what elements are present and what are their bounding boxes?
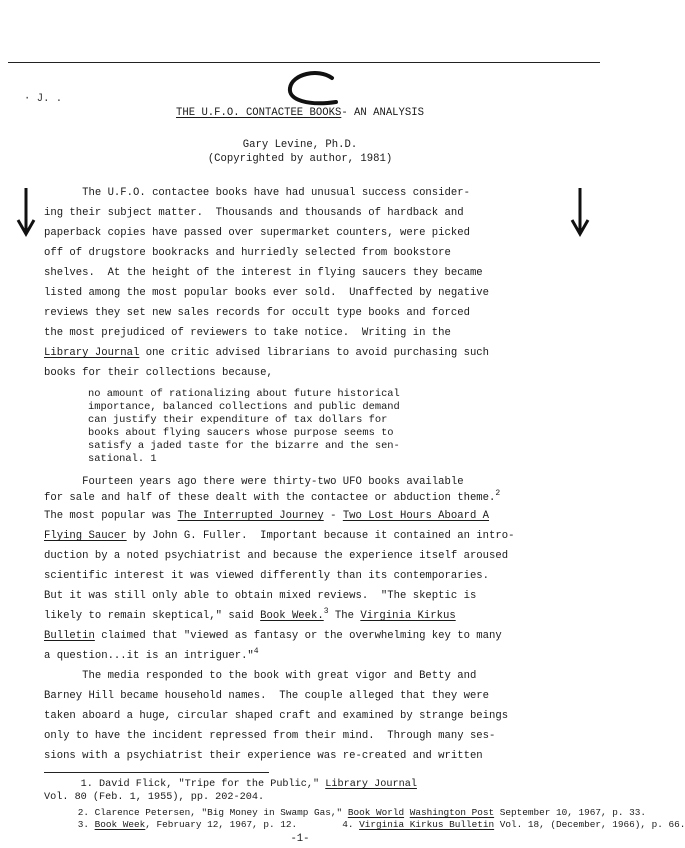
book-title: Flying Saucer — [44, 530, 127, 542]
body-line: Flying Saucer by John G. Fuller. Important because it contained an intro- — [44, 530, 515, 542]
library-journal-title: Library Journal — [325, 779, 417, 790]
body-line: ing their subject matter. Thousands and thousands of hardback and — [44, 207, 464, 219]
footnote-3-4: 3. Book Week, February 12, 1967, p. 12. 4. Virginia Kirkus Bulletin Vol. 18, (December, 1966), p. 66. — [44, 819, 685, 830]
footnote-ref: 3 — [323, 607, 329, 616]
copyright-line: (Copyrighted by author, 1981) — [207, 153, 393, 165]
book-title: The Interrupted Journey — [177, 510, 324, 522]
author-line: Gary Levine, Ph.D. — [242, 139, 358, 151]
quote-line: can justify their expenditure of tax dollars for — [88, 414, 388, 426]
footnote-rule — [44, 772, 269, 773]
body-line: But it was still only able to obtain mixed reviews. "The skeptic is — [44, 590, 477, 602]
quote-line: sational. 1 — [88, 453, 157, 465]
footnote-1: 1. David Flick, "Tripe for the Public," Library Journal — [44, 779, 417, 790]
footnote-ref: 2 — [495, 489, 501, 498]
body-line: sions with a psychiatrist their experience was re-created and written — [44, 750, 483, 762]
page-number: -1- — [290, 833, 310, 845]
body-line: Barney Hill became household names. The couple alleged that they were — [44, 690, 490, 702]
kirkus-title: Bulletin — [44, 630, 95, 642]
body-line: scientific interest it was viewed differently than its contemporaries. — [44, 570, 490, 582]
quote-line: no amount of rationalizing about future historical — [88, 388, 400, 400]
footnote-ref: 4 — [253, 647, 259, 656]
kirkus-title: Virginia Kirkus — [360, 610, 456, 622]
body-line: for sale and half of these dealt with the contactee or abduction theme.$^2$ — [44, 489, 501, 504]
top-rule — [8, 62, 600, 63]
handwritten-c-mark — [284, 70, 342, 108]
quote-line: importance, balanced collections and public demand — [88, 401, 400, 413]
body-line: off of drugstore bookracks and hurriedly selected from bookstore — [44, 247, 451, 259]
body-line: likely to remain skeptical," said Book Week.$^3$ The Virginia Kirkus — [44, 607, 456, 622]
body-line: reviews they set new sales records for occult type books and forced — [44, 307, 470, 319]
quote-line: books about flying saucers whose purpose seems to — [88, 427, 394, 439]
body-line: listed among the most popular books ever sold. Unaffected by negative — [44, 287, 490, 299]
quote-line: satisfy a jaded taste for the bizarre and the sen- — [88, 440, 400, 452]
footnote-2: 2. Clarence Petersen, "Big Money in Swamp Gas," Book World Washington Post September 10, 1967, p. 33. — [44, 807, 647, 818]
document-title: THE U.F.O. CONTACTEE BOOKS- AN ANALYSIS — [176, 107, 424, 119]
body-line: Bulletin claimed that "viewed as fantasy or the overwhelming key to many — [44, 630, 502, 642]
body-line: shelves. At the height of the interest in flying saucers they became — [44, 267, 483, 279]
library-journal-title: Library Journal — [44, 347, 140, 359]
body-line: a question...it is an intriguer."$^4$ — [44, 647, 259, 662]
down-arrow-icon — [570, 186, 590, 238]
body-line: books for their collections because, — [44, 367, 273, 379]
down-arrow-icon — [16, 186, 36, 238]
body-line: Fourteen years ago there were thirty-two UFO books available — [44, 476, 464, 488]
body-line: taken aboard a huge, circular shaped craft and examined by strange beings — [44, 710, 509, 722]
body-line: duction by a noted psychiatrist and because the experience itself aroused — [44, 550, 509, 562]
body-line: the most prejudiced of reviewers to take notice. Writing in the — [44, 327, 451, 339]
body-line: The most popular was The Interrupted Journey - Two Lost Hours Aboard A — [44, 510, 490, 522]
body-line: paperback copies have passed over supermarket counters, were picked — [44, 227, 470, 239]
footnote-1-cont: Vol. 80 (Feb. 1, 1955), pp. 202-204. — [44, 792, 265, 803]
page-speck: · J. . — [24, 93, 63, 105]
body-line: The U.F.O. contactee books have had unusual success consider- — [44, 187, 470, 199]
body-line: only to have the incident repressed from their mind. Through many ses- — [44, 730, 496, 742]
body-line: Library Journal one critic advised librarians to avoid purchasing such — [44, 347, 490, 359]
body-line: The media responded to the book with great vigor and Betty and — [44, 670, 477, 682]
book-week-title: Book Week. — [260, 610, 324, 622]
book-title: Two Lost Hours Aboard A — [342, 510, 490, 522]
